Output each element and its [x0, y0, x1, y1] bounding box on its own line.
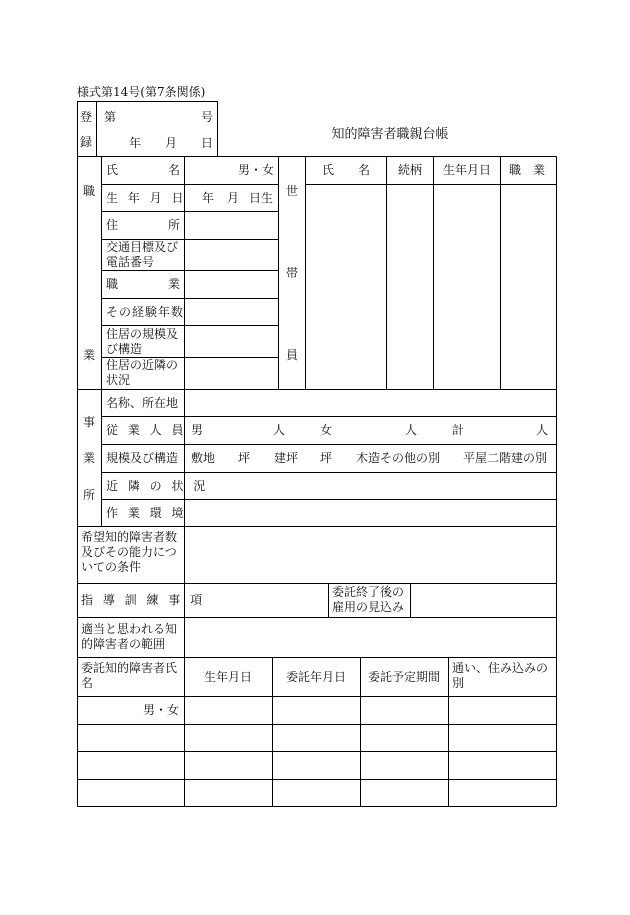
- business-employees-label: 従 業 人 員: [106, 423, 187, 437]
- business-tsubo-2: 坪: [320, 451, 333, 465]
- household-side-2: 帯: [286, 266, 299, 280]
- form-number: 様式第14号(第7条関係): [77, 85, 206, 99]
- employer-name-label-a: 氏: [106, 163, 119, 177]
- business-total: 計: [452, 423, 465, 437]
- employer-address-label-a: 住: [106, 218, 119, 232]
- business-tsubo-1: 坪: [238, 451, 251, 465]
- household-side-3: 員: [286, 348, 299, 362]
- business-person-2: 人: [405, 423, 418, 437]
- business-side-2: 業: [83, 451, 96, 465]
- entrusted-header-birth: 生年月日: [203, 670, 252, 684]
- employer-address-label-b: 所: [168, 218, 181, 232]
- employer-transport-label: 交通目標及び電話番号: [106, 240, 179, 269]
- business-name-location-label: 名称、所在地: [106, 396, 179, 410]
- business-scale-label: 規模及び構造: [106, 451, 179, 465]
- employer-side-bottom: 業: [83, 348, 96, 362]
- business-person-1: 人: [273, 423, 286, 437]
- employer-name-label-b: 名: [168, 163, 181, 177]
- employer-job-label-b: 業: [168, 277, 181, 291]
- household-col-birth: 生年月日: [443, 163, 492, 177]
- employment-prospect-label: 委託終了後の雇用の見込み: [332, 585, 405, 614]
- employer-job-label-a: 職: [106, 277, 119, 291]
- employer-residence-neighborhood-label: 住居の近隣の状況: [106, 358, 179, 387]
- business-building: 建坪: [274, 451, 299, 465]
- employer-birth-born: 日生: [249, 191, 274, 205]
- registration-day: 日: [201, 136, 214, 150]
- registration-label-top: 登: [80, 110, 93, 124]
- registration-label-bottom: 録: [80, 135, 93, 149]
- household-side-1: 世: [286, 184, 299, 198]
- form-title: 知的障害者職親台帳: [331, 127, 449, 142]
- business-neighborhood-label: 近 隣 の 状 況: [106, 479, 209, 493]
- employer-experience-label: その経験年数: [106, 305, 185, 319]
- training-label: 指 導 訓 練 事 項: [81, 593, 206, 607]
- entrusted-header-commute: 通い、住み込みの別: [452, 661, 549, 690]
- desired-label: 希望知的障害者数及びその能力についての条件: [81, 530, 178, 574]
- business-wooden: 木造その他の別: [356, 451, 441, 465]
- business-side-3: 所: [83, 488, 96, 502]
- household-col-relation: 続柄: [398, 163, 423, 177]
- suitable-range-label: 適当と思われる知的障害者の範囲: [81, 622, 178, 651]
- employer-birth-month: 月: [227, 191, 240, 205]
- entrusted-header-entrust-date: 委託年月日: [285, 670, 346, 684]
- entrusted-header-name: 委託知的障害者氏名: [81, 661, 178, 690]
- entrusted-row-sex: 男・女: [143, 703, 180, 717]
- business-person-3: 人: [536, 423, 549, 437]
- employer-side-top: 職: [83, 184, 96, 198]
- household-col-job: 職 業: [509, 163, 546, 177]
- business-female: 女: [320, 423, 333, 437]
- employer-residence-scale-label: 住居の規模及び構造: [106, 327, 179, 356]
- business-male: 男: [191, 423, 204, 437]
- employer-birth-label: 生 年 月 日: [106, 191, 187, 205]
- business-environment-label: 作 業 環 境: [106, 506, 187, 520]
- entrusted-header-period: 委託予定期間: [367, 670, 440, 684]
- business-site: 敷地: [191, 451, 216, 465]
- business-side-1: 事: [83, 415, 96, 429]
- registration-year: 年: [129, 136, 142, 150]
- employer-sex: 男・女: [238, 163, 275, 177]
- employer-birth-year: 年: [202, 191, 215, 205]
- household-col-name-a: 氏: [322, 163, 335, 177]
- business-storeys: 平屋二階建の別: [463, 451, 548, 465]
- registration-number-suffix: 号: [201, 110, 214, 124]
- household-col-name-b: 名: [358, 163, 371, 177]
- registration-number-prefix: 第: [104, 110, 117, 124]
- registration-month: 月: [165, 136, 178, 150]
